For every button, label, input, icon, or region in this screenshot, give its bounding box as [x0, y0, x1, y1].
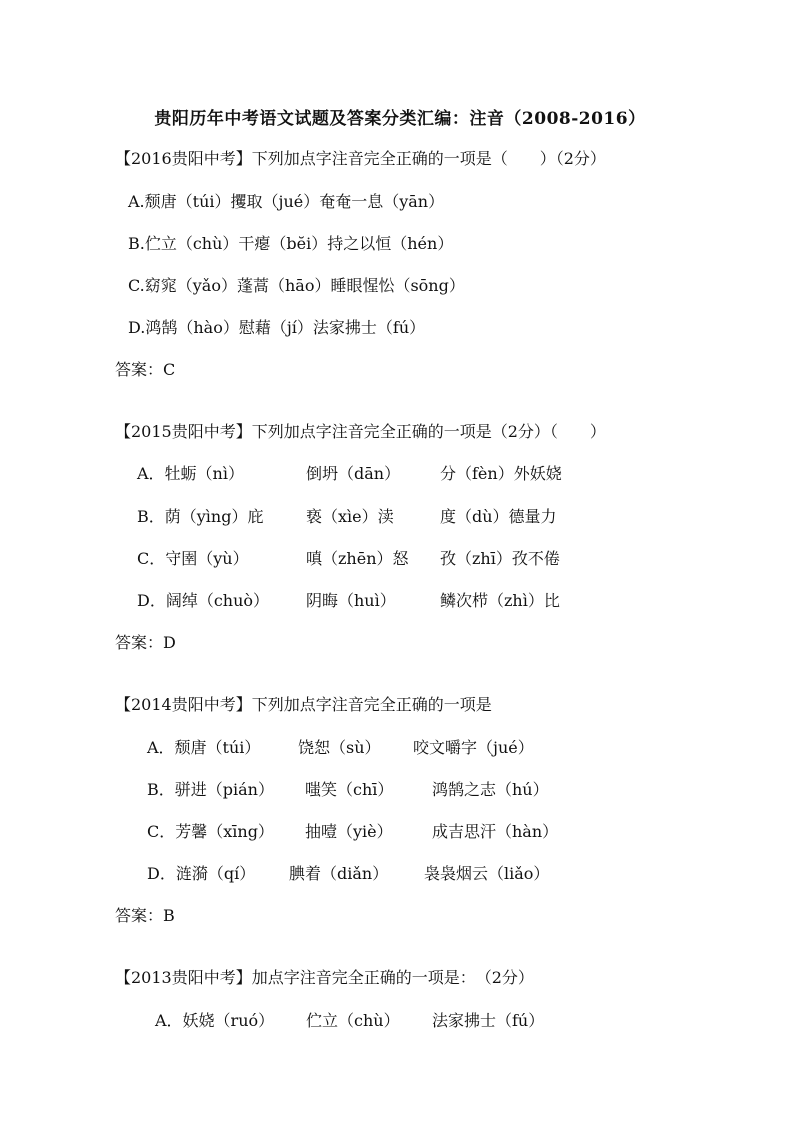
option-item: B．荫（yìng）庇	[137, 507, 264, 526]
question-2016-option-c: C.窈窕（yǎo）蓬蒿（hāo）睡眼惺忪（sōng）	[128, 276, 465, 295]
option-item: 袅袅烟云（liǎo）	[424, 864, 550, 883]
option-item: 倒坍（dān）	[306, 464, 401, 483]
option-item: A．颓唐（túi）	[147, 738, 261, 757]
option-item: C．芳馨（xīng）	[147, 822, 274, 841]
page-title: 贵阳历年中考语文试题及答案分类汇编：注音（2008-2016）	[154, 109, 646, 129]
option-item: D．阔绰（chuò）	[137, 591, 270, 610]
option-item: A．妖娆（ruó）	[155, 1011, 275, 1030]
option-item: 伫立（chù）	[306, 1011, 400, 1030]
question-2013-stem: 【2013贵阳中考】加点字注音完全正确的一项是： （2分）	[115, 968, 534, 987]
question-2014-stem: 【2014贵阳中考】下列加点字注音完全正确的一项是	[115, 695, 492, 714]
option-item: 成吉思汗（hàn）	[432, 822, 559, 841]
question-2015-stem: 【2015贵阳中考】下列加点字注音完全正确的一项是（2分）（ ）	[115, 422, 606, 441]
option-item: 分（fèn）外妖娆	[440, 464, 562, 483]
option-item: 亵（xìe）渎	[306, 507, 394, 526]
option-item: 嗤笑（chī）	[305, 780, 394, 799]
option-item: C．守圉（yù）	[137, 549, 249, 568]
option-item: 嗔（zhēn）怒	[306, 549, 409, 568]
option-item: B．骈进（pián）	[147, 780, 274, 799]
option-item: 鳞次栉（zhì）比	[440, 591, 560, 610]
option-item: D．涟漪（qí）	[147, 864, 256, 883]
option-item: 法家拂士（fú）	[432, 1011, 545, 1030]
option-item: 孜（zhī）孜不倦	[440, 549, 560, 568]
option-item: 鸿鹄之志（hú）	[432, 780, 549, 799]
option-item: 抽噎（yiè）	[305, 822, 393, 841]
option-item: A．牡蛎（nì）	[137, 464, 244, 483]
question-2016-option-d: D.鸿鹄（hào）慰藉（jí）法家拂士（fú）	[128, 318, 426, 337]
option-item: 阴晦（huì）	[306, 591, 396, 610]
question-2016-answer: 答案：C	[115, 360, 176, 379]
question-2016-stem: 【2016贵阳中考】下列加点字注音完全正确的一项是（ ）（2分）	[115, 149, 606, 168]
question-2016-option-b: B.伫立（chù）干瘪（bĕi）持之以恒（hén）	[128, 234, 454, 253]
question-2016-option-a: A.颓唐（túi）攫取（jué）奄奄一息（yān）	[128, 192, 445, 211]
option-item: 饶恕（sù）	[298, 738, 381, 757]
option-item: 腆着（diǎn）	[289, 864, 389, 883]
option-item: 咬文嚼字（jué）	[413, 738, 534, 757]
option-item: 度（dù）德量力	[440, 507, 557, 526]
question-2015-answer: 答案：D	[115, 633, 176, 652]
question-2014-answer: 答案：B	[115, 906, 175, 925]
